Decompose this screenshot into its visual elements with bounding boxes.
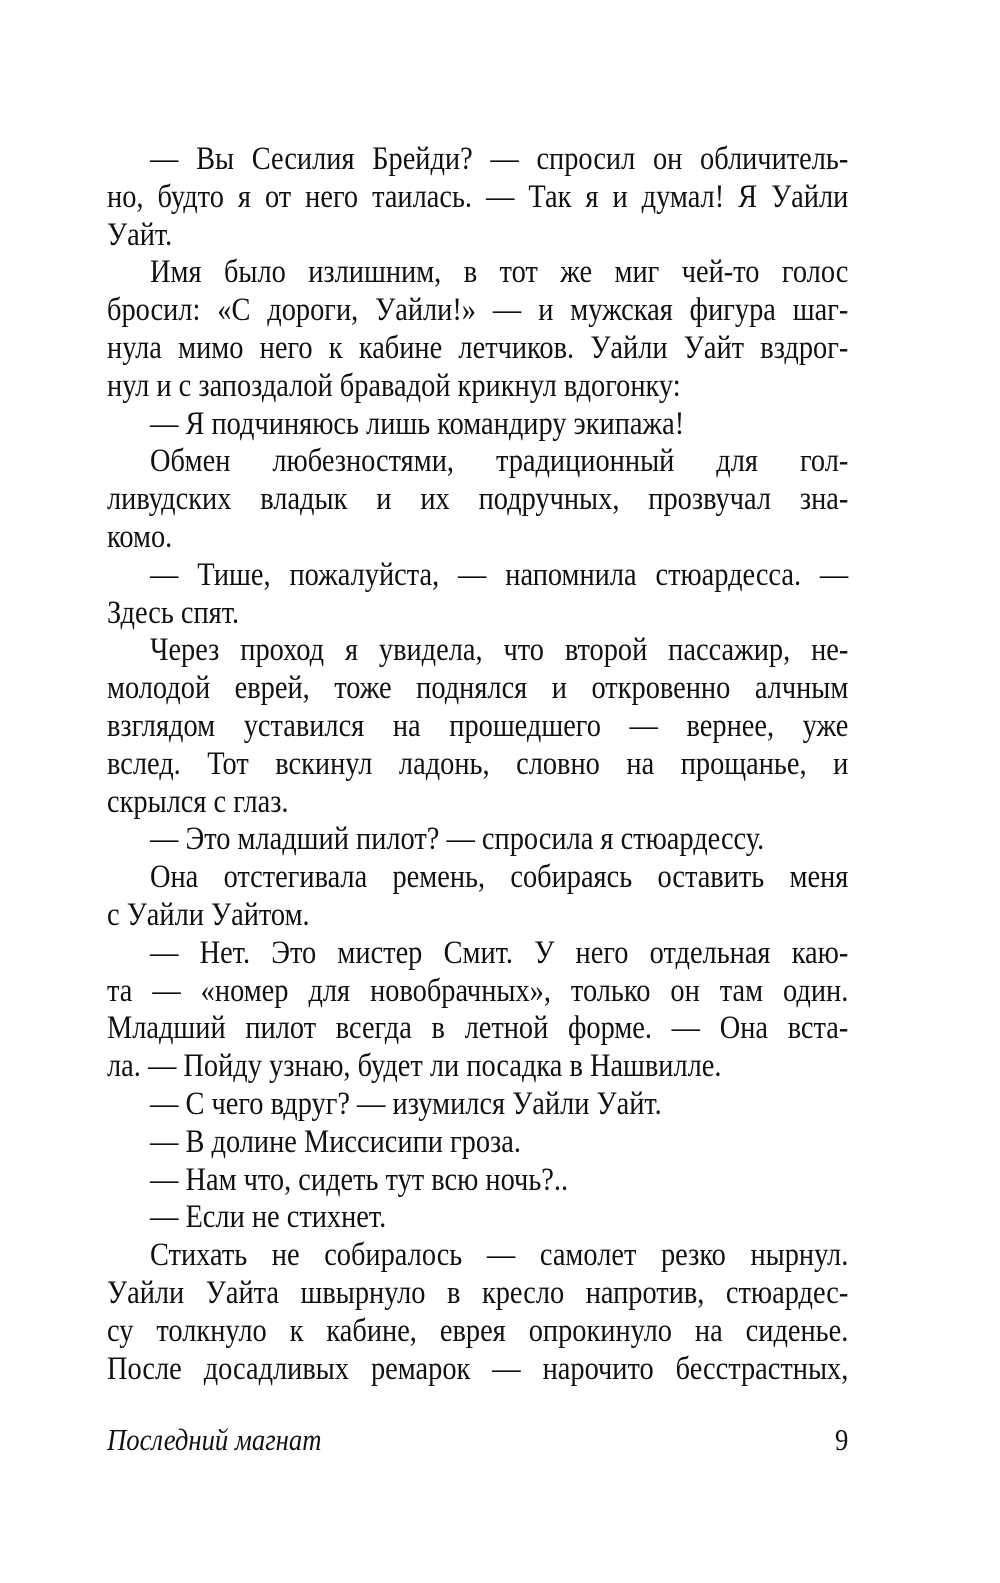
text-line: — Это младший пилот? — спросила я стюардессу. <box>150 821 765 858</box>
text-line: Здесь спят. <box>107 594 240 631</box>
paragraph <box>107 1124 848 1162</box>
text-line: но, будто я от него таилась. — Так я и думал! Я Уайли <box>107 178 849 215</box>
text-line: Младший пилот всегда в летной форме. — Она вста- <box>107 1010 849 1047</box>
text-line: скрылся с глаз. <box>107 783 289 820</box>
page-footer <box>107 1421 848 1459</box>
text-line: — Вы Сесилия Брейди? — спросил он обличитель- <box>150 141 849 177</box>
text-line: Стихать не собиралось — самолет резко нырнул. <box>150 1237 849 1274</box>
text-line: нула мимо него к кабине летчиков. Уайли Уайт вздрог- <box>107 329 849 366</box>
text-line: — Нам что, сидеть тут всю ночь?.. <box>150 1161 569 1198</box>
text-line: взглядом уставился на прошедшего — вернее, уже <box>107 707 849 744</box>
text-line: — Нет. Это мистер Смит. У него отдельная каю- <box>150 934 849 971</box>
text-line: — С чего вдруг? — изумился Уайли Уайт. <box>150 1085 662 1122</box>
text-line: вслед. Тот вскинул ладонь, словно на прощанье, и <box>107 745 849 782</box>
text-line: та — «номер для новобрачных», только он там один. <box>107 972 849 1009</box>
text-line: — В долине Миссисипи гроза. <box>150 1123 521 1160</box>
text-line: Имя было излишним, в тот же миг чей-то голос <box>150 254 849 291</box>
text-line: ла. — Пойду узнаю, будет ли посадка в Нашвилле. <box>107 1048 722 1085</box>
text-line: После досадливых ремарок — нарочито бесстрастных, <box>107 1350 849 1387</box>
paragraph <box>107 254 848 405</box>
text-line: — Я подчиняюсь лишь командиру экипажа! <box>150 405 685 442</box>
text-line: с Уайли Уайтом. <box>107 896 310 933</box>
paragraph <box>107 1237 848 1388</box>
text-line: молодой еврей, тоже поднялся и откровенно алчным <box>107 670 849 707</box>
running-title: Последний магнат <box>107 1422 322 1457</box>
text-line: Уайли Уайта швырнуло в кресло напротив, стюардес- <box>107 1274 849 1311</box>
paragraph <box>107 632 848 821</box>
text-line: ливудских владык и их подручных, прозвучал зна- <box>107 481 849 518</box>
paragraph <box>107 821 848 859</box>
text-line: Уайт. <box>107 216 173 253</box>
text-line: нул и с запоздалой бравадой крикнул вдогонку: <box>107 367 681 404</box>
paragraph <box>107 1162 848 1200</box>
text-line: Через проход я увидела, что второй пассажир, не- <box>150 632 849 669</box>
paragraph <box>107 141 848 254</box>
paragraph <box>107 406 848 444</box>
paragraph <box>107 1086 848 1124</box>
text-line: Она отстегивала ремень, собираясь оставить меня <box>150 859 849 896</box>
paragraph <box>107 1199 848 1237</box>
paragraph <box>107 557 848 633</box>
page-number: 9 <box>834 1422 849 1457</box>
body-text <box>107 141 848 1388</box>
text-line: — Тише, пожалуйста, — напомнила стюардесса. — <box>150 556 849 593</box>
text-line: — Если не стихнет. <box>150 1199 387 1236</box>
text-line: комо. <box>107 518 173 555</box>
text-line: бросил: «С дороги, Уайли!» — и мужская фигура шаг- <box>107 292 849 329</box>
paragraph <box>107 443 848 556</box>
paragraph <box>107 935 848 1086</box>
text-line: су толкнуло к кабине, еврея опрокинуло на сиденье. <box>107 1312 849 1349</box>
text-line: Обмен любезностями, традиционный для гол- <box>150 443 849 480</box>
paragraph <box>107 859 848 935</box>
